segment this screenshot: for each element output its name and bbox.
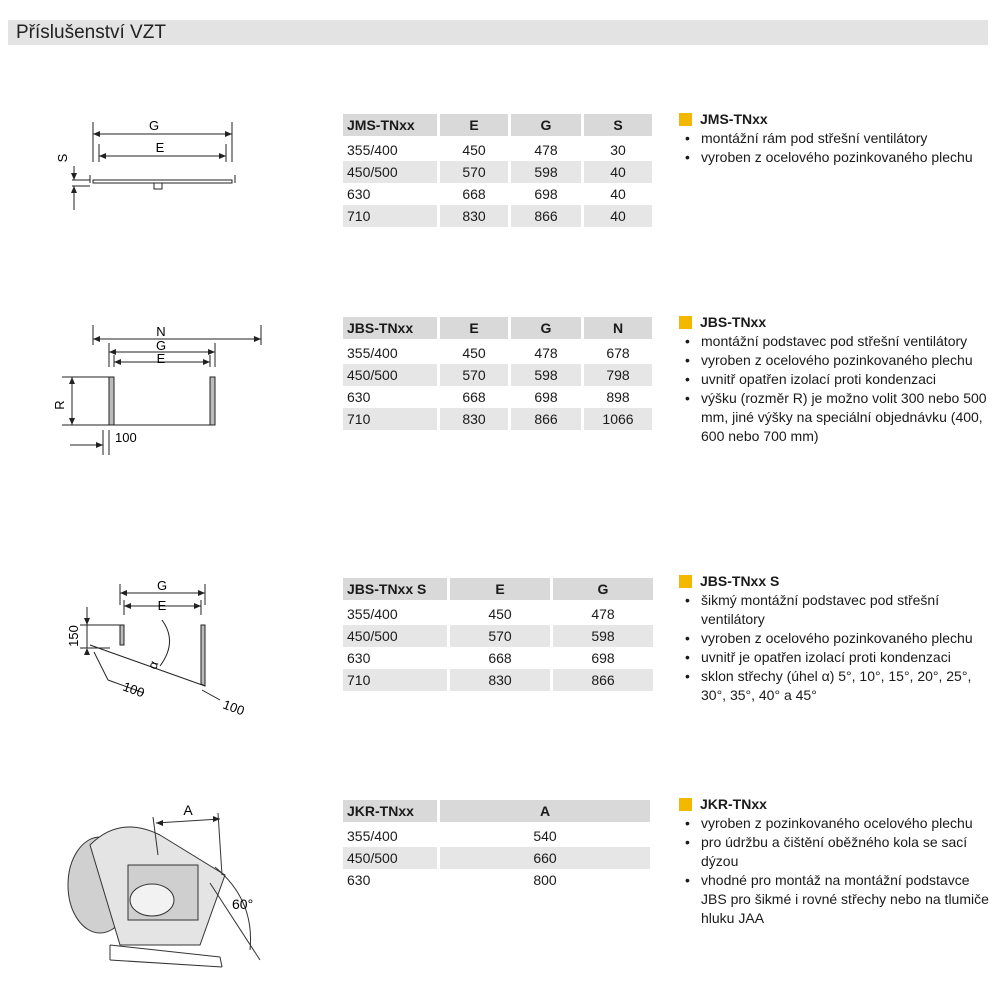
description-jkr <box>679 795 989 928</box>
table-header-cell: E <box>439 317 510 341</box>
drawing-jbs-s-sloped-base <box>50 570 300 740</box>
yellow-square-icon <box>679 798 692 811</box>
table-cell: 668 <box>439 386 510 408</box>
list-item: • vyroben z pozinkovaného ocelového plechu <box>701 814 989 833</box>
drawing-jbs-s-label-100-b: 100 <box>220 696 247 719</box>
table-jms <box>343 114 655 227</box>
drawing-jkr-label-a: A <box>183 802 193 818</box>
drawing-jbs-label-e: E <box>156 351 166 366</box>
page-title: Příslušenství VZT <box>16 22 166 43</box>
table-cell: 830 <box>439 205 510 227</box>
table-cell: 1066 <box>583 408 654 430</box>
drawing-jms-label-s: S <box>55 153 70 163</box>
list-item: • montážní podstavec pod střešní ventilátory <box>701 332 989 351</box>
table-cell: 478 <box>510 341 583 365</box>
table-cell: 598 <box>510 364 583 386</box>
drawing-jbs-label-r: R <box>52 400 67 410</box>
table-row <box>343 824 652 848</box>
table-cell: 450 <box>449 602 552 626</box>
list-item: • šikmý montážní podstavec pod střešní ventilátory <box>701 591 989 629</box>
table-cell: 450 <box>439 341 510 365</box>
list-item: • sklon střechy (úhel α) 5°, 10°, 15°, 20°, 25°, 30°, 35°, 40° a 45° <box>701 667 989 705</box>
table-cell: 630 <box>343 386 439 408</box>
table-row <box>343 869 652 891</box>
table-cell: 698 <box>552 647 655 669</box>
table-row <box>343 847 652 869</box>
table-row <box>343 161 654 183</box>
table-header-cell: JBS-TNxx <box>343 317 439 341</box>
table-cell: 898 <box>583 386 654 408</box>
list-item: • uvnitř opatřen izolací proti kondenzaci <box>701 370 989 389</box>
table-header-row <box>343 114 654 138</box>
list-item: • uvnitř je opatřen izolací proti kondenzaci <box>701 648 989 667</box>
table-cell: 798 <box>583 364 654 386</box>
table-cell: 630 <box>343 183 439 205</box>
table-cell: 355/400 <box>343 824 439 848</box>
list-item: • pro údržbu a čištění oběžného kola se sací dýzou <box>701 833 989 871</box>
description-title: JKR-TNxx <box>679 795 989 814</box>
description-title: JBS-TNxx <box>679 313 989 332</box>
description-list <box>679 591 989 705</box>
table-header-row <box>343 578 655 602</box>
table-cell: 710 <box>343 669 449 691</box>
table-cell: 698 <box>510 183 583 205</box>
drawing-jbs-label-g: G <box>155 338 167 353</box>
table-header-cell: G <box>510 317 583 341</box>
table-cell: 478 <box>552 602 655 626</box>
table-cell: 450/500 <box>343 364 439 386</box>
description-jms <box>679 110 989 167</box>
table-row <box>343 205 654 227</box>
table-header-cell: E <box>439 114 510 138</box>
description-title: JBS-TNxx S <box>679 572 989 591</box>
drawing-jkr-label-60deg: 60° <box>232 896 254 912</box>
table-row <box>343 602 655 626</box>
list-item: • vhodné pro montáž na montážní podstavce JBS pro šikmé i rovné střechy nebo na tlumiče hluku JAA <box>701 871 989 928</box>
table-cell: 630 <box>343 647 449 669</box>
table-header-cell: G <box>510 114 583 138</box>
table-cell: 450/500 <box>343 625 449 647</box>
table-header-cell: JMS-TNxx <box>343 114 439 138</box>
table-row <box>343 408 654 430</box>
table-cell: 450 <box>439 138 510 162</box>
table-row <box>343 183 654 205</box>
table-cell: 450/500 <box>343 847 439 869</box>
description-title: JMS-TNxx <box>679 110 989 129</box>
table-cell: 830 <box>439 408 510 430</box>
list-item: • vyroben z ocelového pozinkovaného plechu <box>701 148 989 167</box>
drawing-jbs-s-label-alpha: α <box>144 658 162 672</box>
table-cell: 540 <box>439 824 652 848</box>
table-cell: 355/400 <box>343 138 439 162</box>
table-jbs <box>343 317 655 430</box>
table-cell: 40 <box>583 183 654 205</box>
table-cell: 866 <box>510 205 583 227</box>
table-header-cell: N <box>583 317 654 341</box>
description-list <box>679 814 989 928</box>
drawing-jbs-base <box>50 305 300 475</box>
table-cell: 30 <box>583 138 654 162</box>
table-cell: 660 <box>439 847 652 869</box>
description-jbs <box>679 313 989 446</box>
drawing-jkr-tilting-console <box>50 795 300 975</box>
table-cell: 570 <box>439 364 510 386</box>
table-cell: 450/500 <box>343 161 439 183</box>
table-cell: 630 <box>343 869 439 891</box>
yellow-square-icon <box>679 575 692 588</box>
table-row <box>343 364 654 386</box>
table-row <box>343 138 654 162</box>
page-header <box>8 20 988 45</box>
yellow-square-icon <box>679 113 692 126</box>
table-jbs-s <box>343 578 656 691</box>
table-header-cell: S <box>583 114 654 138</box>
table-cell: 668 <box>449 647 552 669</box>
table-jkr <box>343 800 653 891</box>
table-cell: 678 <box>583 341 654 365</box>
table-row <box>343 669 655 691</box>
table-cell: 355/400 <box>343 602 449 626</box>
table-cell: 570 <box>439 161 510 183</box>
table-header-row <box>343 317 654 341</box>
table-cell: 570 <box>449 625 552 647</box>
table-cell: 710 <box>343 205 439 227</box>
table-cell: 698 <box>510 386 583 408</box>
drawing-jbs-s-label-100-a: 100 <box>120 678 147 701</box>
table-cell: 598 <box>510 161 583 183</box>
list-item: • výšku (rozměr R) je možno volit 300 nebo 500 mm, jiné výšky na speciální objednávku (400, 600 nebo 700 mm) <box>701 389 989 446</box>
table-cell: 866 <box>552 669 655 691</box>
table-header-cell: JBS-TNxx S <box>343 578 449 602</box>
list-item: • vyroben z ocelového pozinkovaného plechu <box>701 629 989 648</box>
table-header-cell: JKR-TNxx <box>343 800 439 824</box>
description-list <box>679 129 989 167</box>
table-cell: 355/400 <box>343 341 439 365</box>
table-cell: 40 <box>583 205 654 227</box>
table-row <box>343 647 655 669</box>
drawing-jbs-label-n: N <box>156 324 166 339</box>
table-cell: 668 <box>439 183 510 205</box>
yellow-square-icon <box>679 316 692 329</box>
drawing-jbs-s-label-e: E <box>157 598 167 613</box>
table-cell: 830 <box>449 669 552 691</box>
table-row <box>343 386 654 408</box>
table-row <box>343 625 655 647</box>
drawing-jbs-s-label-g: G <box>156 578 168 593</box>
table-cell: 710 <box>343 408 439 430</box>
table-cell: 598 <box>552 625 655 647</box>
drawing-jbs-s-label-150: 150 <box>66 625 81 647</box>
drawing-jms-label-e: E <box>155 140 165 155</box>
description-list <box>679 332 989 446</box>
list-item: • vyroben z ocelového pozinkovaného plechu <box>701 351 989 370</box>
table-header-row <box>343 800 652 824</box>
description-jbs-s <box>679 572 989 705</box>
list-item: • montážní rám pod střešní ventilátory <box>701 129 989 148</box>
table-cell: 40 <box>583 161 654 183</box>
table-header-cell: A <box>439 800 652 824</box>
table-row <box>343 341 654 365</box>
table-header-cell: G <box>552 578 655 602</box>
drawing-jms-frame <box>50 100 300 270</box>
drawing-jms-label-g: G <box>148 118 160 133</box>
table-cell: 800 <box>439 869 652 891</box>
table-cell: 866 <box>510 408 583 430</box>
table-header-cell: E <box>449 578 552 602</box>
table-cell: 478 <box>510 138 583 162</box>
drawing-jbs-label-100: 100 <box>115 430 137 445</box>
